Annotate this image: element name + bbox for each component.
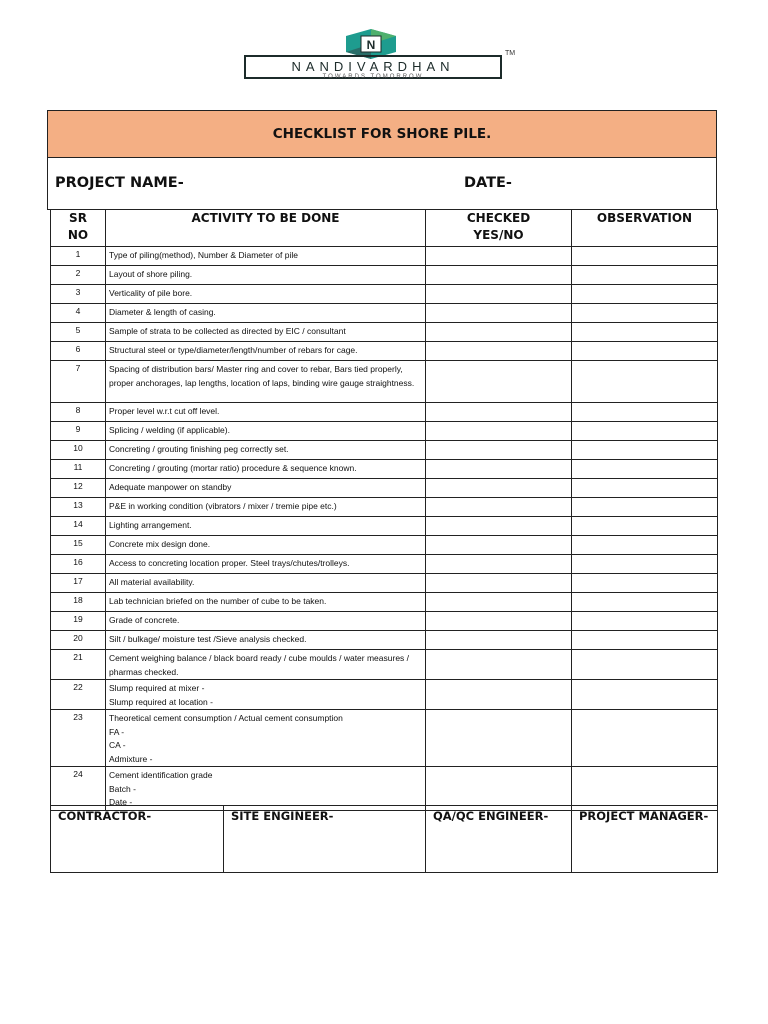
observation-cell[interactable] bbox=[572, 574, 718, 593]
activity-text: Structural steel or type/diameter/length/number of rebars for cage. bbox=[106, 342, 426, 361]
table-row bbox=[51, 403, 718, 422]
sr-number: 21 bbox=[51, 650, 106, 680]
table-row bbox=[51, 422, 718, 441]
checked-cell[interactable] bbox=[426, 422, 572, 441]
observation-cell[interactable] bbox=[572, 304, 718, 323]
table-row bbox=[51, 441, 718, 460]
checklist-table bbox=[50, 209, 718, 811]
checked-cell[interactable] bbox=[426, 285, 572, 304]
sr-number: 17 bbox=[51, 574, 106, 593]
sr-number: 16 bbox=[51, 555, 106, 574]
table-row bbox=[51, 247, 718, 266]
activity-text: Verticality of pile bore. bbox=[106, 285, 426, 304]
observation-cell[interactable] bbox=[572, 612, 718, 631]
table-row bbox=[51, 536, 718, 555]
observation-cell[interactable] bbox=[572, 422, 718, 441]
checked-cell[interactable] bbox=[426, 517, 572, 536]
checked-cell[interactable] bbox=[426, 361, 572, 403]
checked-cell[interactable] bbox=[426, 323, 572, 342]
checked-cell[interactable] bbox=[426, 631, 572, 650]
table-row bbox=[51, 650, 718, 680]
sr-number: 3 bbox=[51, 285, 106, 304]
activity-text: Spacing of distribution bars/ Master ring and cover to rebar, Bars tied properly, proper anchorages, lap lengths, location of laps, binding wire gauge straightness. bbox=[106, 361, 426, 403]
activity-text: Type of piling(method), Number & Diameter of pile bbox=[106, 247, 426, 266]
observation-cell[interactable] bbox=[572, 650, 718, 680]
trademark-mark: TM bbox=[505, 50, 516, 57]
table-row bbox=[51, 266, 718, 285]
observation-cell[interactable] bbox=[572, 680, 718, 710]
observation-cell[interactable] bbox=[572, 593, 718, 612]
observation-cell[interactable] bbox=[572, 403, 718, 422]
signature-row bbox=[51, 806, 718, 873]
sr-no-header: SR NO bbox=[51, 210, 106, 247]
activity-text: Layout of shore piling. bbox=[106, 266, 426, 285]
checked-cell[interactable] bbox=[426, 403, 572, 422]
sr-number: 4 bbox=[51, 304, 106, 323]
activity-text: Sample of strata to be collected as directed by EIC / consultant bbox=[106, 323, 426, 342]
sr-number: 14 bbox=[51, 517, 106, 536]
activity-text: Proper level w.r.t cut off level. bbox=[106, 403, 426, 422]
qa-qc-engineer-signature: QA/QC ENGINEER- bbox=[426, 806, 572, 873]
table-header-row bbox=[51, 210, 718, 247]
observation-cell[interactable] bbox=[572, 247, 718, 266]
observation-cell[interactable] bbox=[572, 517, 718, 536]
table-row bbox=[51, 460, 718, 479]
sr-number: 20 bbox=[51, 631, 106, 650]
activity-text: Lighting arrangement. bbox=[106, 517, 426, 536]
observation-cell[interactable] bbox=[572, 323, 718, 342]
checked-cell[interactable] bbox=[426, 266, 572, 285]
activity-text: Access to concreting location proper. Steel trays/chutes/trolleys. bbox=[106, 555, 426, 574]
activity-text: Cement weighing balance / black board ready / cube moulds / water measures / pharmas checked. bbox=[106, 650, 426, 680]
table-row bbox=[51, 710, 718, 767]
observation-cell[interactable] bbox=[572, 631, 718, 650]
table-row bbox=[51, 555, 718, 574]
table-row bbox=[51, 304, 718, 323]
date-label: DATE- bbox=[464, 175, 512, 191]
observation-cell[interactable] bbox=[572, 361, 718, 403]
sr-number: 8 bbox=[51, 403, 106, 422]
observation-cell[interactable] bbox=[572, 767, 718, 811]
table-row bbox=[51, 680, 718, 710]
sr-number: 13 bbox=[51, 498, 106, 517]
sr-number: 11 bbox=[51, 460, 106, 479]
company-name: NANDIVARDHAN bbox=[244, 55, 502, 79]
activity-text: Grade of concrete. bbox=[106, 612, 426, 631]
table-row bbox=[51, 767, 718, 811]
observation-cell[interactable] bbox=[572, 498, 718, 517]
table-row bbox=[51, 479, 718, 498]
checked-cell[interactable] bbox=[426, 710, 572, 767]
contractor-signature: CONTRACTOR- bbox=[51, 806, 224, 873]
table-row bbox=[51, 361, 718, 403]
observation-cell[interactable] bbox=[572, 266, 718, 285]
site-engineer-signature: SITE ENGINEER- bbox=[224, 806, 426, 873]
observation-cell[interactable] bbox=[572, 710, 718, 767]
sr-number: 24 bbox=[51, 767, 106, 811]
sr-number: 18 bbox=[51, 593, 106, 612]
checked-cell[interactable] bbox=[426, 441, 572, 460]
activity-text: Silt / bulkage/ moisture test /Sieve analysis checked. bbox=[106, 631, 426, 650]
sr-number: 9 bbox=[51, 422, 106, 441]
project-info-row bbox=[47, 158, 717, 210]
checked-cell[interactable] bbox=[426, 650, 572, 680]
observation-cell[interactable] bbox=[572, 342, 718, 361]
observation-cell[interactable] bbox=[572, 460, 718, 479]
sr-number: 1 bbox=[51, 247, 106, 266]
table-row bbox=[51, 517, 718, 536]
project-name-label: PROJECT NAME- bbox=[55, 175, 184, 191]
observation-cell[interactable] bbox=[572, 285, 718, 304]
observation-cell[interactable] bbox=[572, 441, 718, 460]
observation-cell[interactable] bbox=[572, 479, 718, 498]
checked-cell[interactable] bbox=[426, 593, 572, 612]
checked-cell[interactable] bbox=[426, 574, 572, 593]
table-row bbox=[51, 612, 718, 631]
checked-cell[interactable] bbox=[426, 498, 572, 517]
activity-text: All material availability. bbox=[106, 574, 426, 593]
project-manager-signature: PROJECT MANAGER- bbox=[572, 806, 718, 873]
activity-text: Slump required at mixer - Slump required at location - bbox=[106, 680, 426, 710]
activity-header: ACTIVITY TO BE DONE bbox=[106, 210, 426, 247]
table-row bbox=[51, 631, 718, 650]
sr-number: 23 bbox=[51, 710, 106, 767]
checked-cell[interactable] bbox=[426, 479, 572, 498]
signature-table bbox=[50, 805, 718, 873]
activity-text: Concreting / grouting (mortar ratio) procedure & sequence known. bbox=[106, 460, 426, 479]
activity-text: Concreting / grouting finishing peg correctly set. bbox=[106, 441, 426, 460]
table-row bbox=[51, 323, 718, 342]
sr-number: 7 bbox=[51, 361, 106, 403]
checked-cell[interactable] bbox=[426, 555, 572, 574]
checklist-rows bbox=[51, 247, 718, 811]
svg-text:N: N bbox=[366, 38, 376, 52]
activity-text: Diameter & length of casing. bbox=[106, 304, 426, 323]
table-row bbox=[51, 498, 718, 517]
checklist-title: CHECKLIST FOR SHORE PILE. bbox=[47, 110, 717, 158]
activity-text: Splicing / welding (if applicable). bbox=[106, 422, 426, 441]
table-row bbox=[51, 593, 718, 612]
company-tagline: TOWARDS TOMORROW bbox=[322, 74, 424, 80]
sr-number: 2 bbox=[51, 266, 106, 285]
activity-text: P&E in working condition (vibrators / mixer / tremie pipe etc.) bbox=[106, 498, 426, 517]
activity-text: Concrete mix design done. bbox=[106, 536, 426, 555]
activity-text: Adequate manpower on standby bbox=[106, 479, 426, 498]
checked-cell[interactable] bbox=[426, 460, 572, 479]
checked-cell[interactable] bbox=[426, 247, 572, 266]
table-row bbox=[51, 285, 718, 304]
checked-header: CHECKED YES/NO bbox=[426, 210, 572, 247]
sr-number: 10 bbox=[51, 441, 106, 460]
observation-header: OBSERVATION bbox=[572, 210, 718, 247]
checked-cell[interactable] bbox=[426, 680, 572, 710]
sr-number: 6 bbox=[51, 342, 106, 361]
activity-text: Lab technician briefed on the number of cube to be taken. bbox=[106, 593, 426, 612]
checked-cell[interactable] bbox=[426, 304, 572, 323]
sr-number: 19 bbox=[51, 612, 106, 631]
checked-cell[interactable] bbox=[426, 767, 572, 811]
sr-number: 12 bbox=[51, 479, 106, 498]
sr-number: 5 bbox=[51, 323, 106, 342]
activity-text: Cement identification grade Batch - Date - bbox=[106, 767, 426, 811]
observation-cell[interactable] bbox=[572, 536, 718, 555]
table-row bbox=[51, 574, 718, 593]
activity-text: Theoretical cement consumption / Actual cement consumption FA - CA - Admixture - bbox=[106, 710, 426, 767]
observation-cell[interactable] bbox=[572, 555, 718, 574]
checked-cell[interactable] bbox=[426, 612, 572, 631]
checked-cell[interactable] bbox=[426, 536, 572, 555]
sr-number: 22 bbox=[51, 680, 106, 710]
sr-number: 15 bbox=[51, 536, 106, 555]
table-row bbox=[51, 342, 718, 361]
checked-cell[interactable] bbox=[426, 342, 572, 361]
